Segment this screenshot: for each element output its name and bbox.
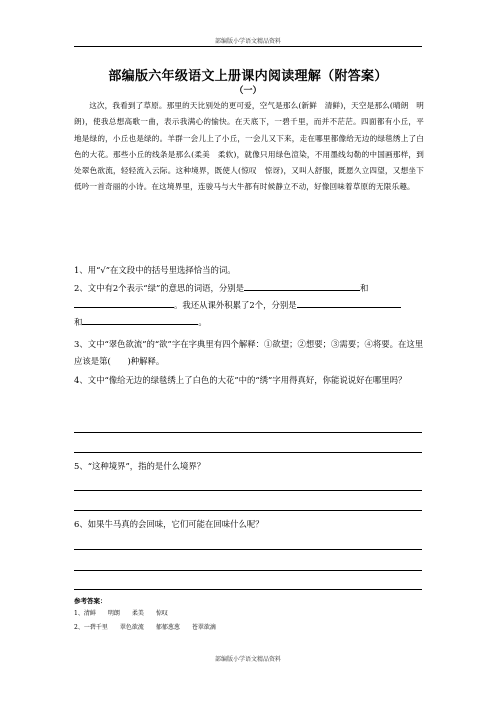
question-6: 6、如果牛马真的会回味，它们可能在回味什么呢？ [74,519,264,529]
answer-line-5b[interactable] [74,510,422,511]
answer-line-6a[interactable] [74,549,422,550]
question-4: 4、文中“像给无边的绿毯绣上了白色的大花”中的“绣”字用得真好，你能说说好在哪里吗？ [74,375,407,385]
answer-blank-1[interactable] [244,280,360,291]
question-2 [74,280,424,331]
document-title: 部编版六年级语文上册课内阅读理解（附答案） [108,69,388,84]
question-2-text-a: 2、文中有2个表示“绿”的意思的词语，分别是 [74,283,244,293]
answer-key-title: 参考答案： [74,597,107,605]
question-2-text-d: 和 [74,317,83,327]
page-footer: 部编版小学语文精品资料 [214,656,281,663]
question-2-text-e: 。 [198,317,207,327]
answer-key-1: 1、清鲜 明朗 柔美 惊叹 [74,610,168,617]
answer-blank-2[interactable] [74,297,174,308]
answer-line-6c[interactable] [74,589,422,590]
answer-line-4a[interactable] [74,432,422,433]
section-number: （一） [234,86,262,96]
question-5: 5、“这种境界”，指的是什么境界？ [74,461,206,471]
reading-passage: 这次，我看到了草原。那里的天比别处的更可爱，空气是那么(新鲜 清鲜)，天空是那么(晴朗 明朗)，使我总想高歌一曲，表示我满心的愉快。在天底下，一碧千里，而并不茫茫。四面都有小丘，平地是绿的，小丘也是绿的。羊群一会儿上了小丘，一会儿又下来，走在哪里都像给无边的绿毯绣上了白色的大花。那些小丘的线条是那么(柔美 柔软)，就像只用绿色渲染，不用墨线勾勒的中国画那样，到处翠色欲流，轻轻流入云际。这种境界，既使人(惊叹 惊讶)，又叫人舒服，既愿久立四望，又想坐下低吟一首奇丽的小诗。在这境界里，连骏马与大牛都有时候静立不动，好像回味着草原的无限乐趣。 [74,101,424,192]
page-header: 部编版小学语文精品资料 [214,38,281,45]
answer-line-4b[interactable] [74,452,422,453]
answer-key-2: 2、一碧千里 翠色欲流 郁郁葱葱 苍翠欲滴 [74,624,216,631]
question-3: 3、文中“翠色欲流”的“欲”字在字典里有四个解释：①欲望；②想要；③需要；④将要。在这里应该是第( )种解释。 [74,339,424,366]
header-divider [74,46,422,47]
question-1: 1、用“√”在文段中的括号里选择恰当的词。 [74,265,236,275]
answer-line-5a[interactable] [74,490,422,491]
answer-blank-3[interactable] [297,297,401,308]
question-2-text-b: 和 [359,283,369,293]
answer-blank-4[interactable] [82,314,198,325]
answer-line-6b[interactable] [74,570,422,571]
question-2-text-c: 。我还从课外积累了2个，分别是 [174,300,297,310]
